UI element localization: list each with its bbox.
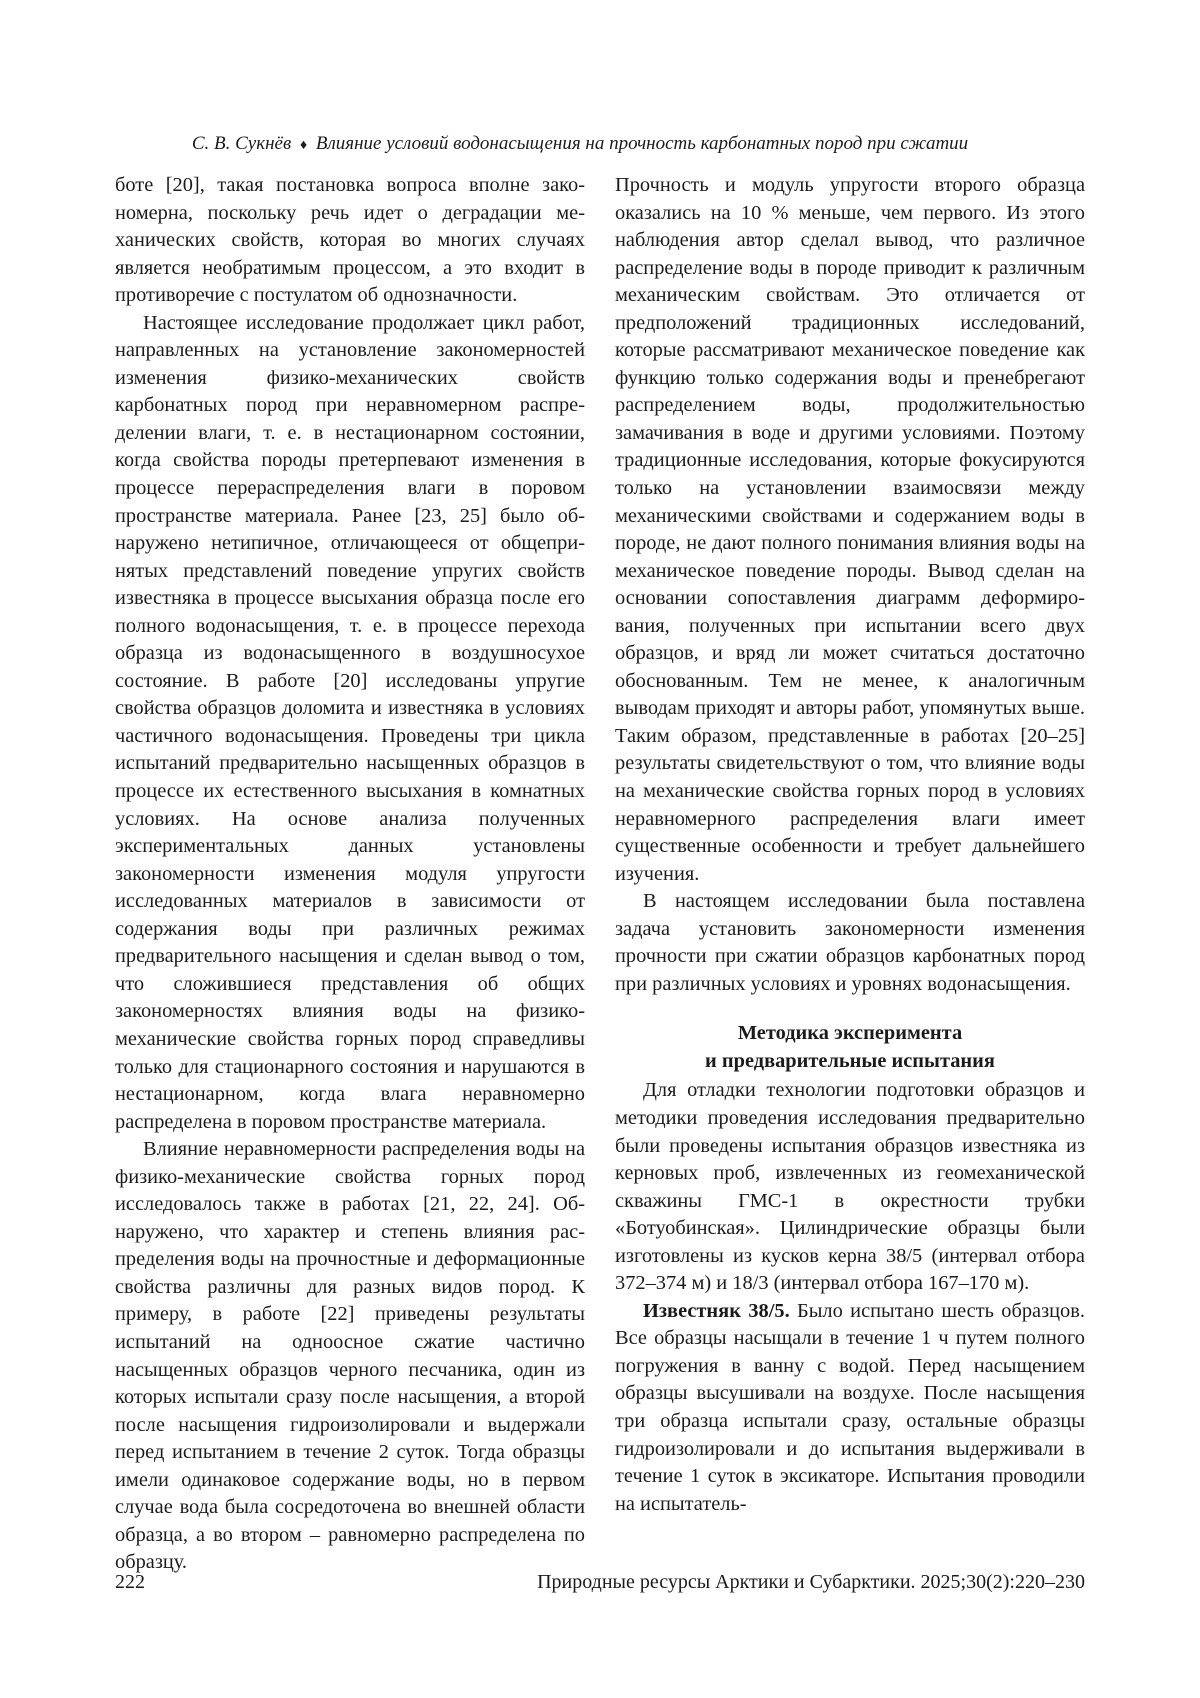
running-head (120, 131, 1040, 159)
header-title: Влияние условий водонасыщения на прочность карбонатных пород при сжатии (315, 133, 969, 154)
paragraph-lead: Известняк 38/5. (643, 1299, 790, 1322)
paragraph-body: Было испытано шесть образцов. Все образцы насыщали в течение 1 ч путем полного погружения в ванну с водой. Перед насыщением образцы высушивали на воздухе. После насыщения три образца испытали сразу, остальные образцы гидроизолировали и до испытания выдерживали в течение 1 суток в эксикаторе. Испытания проводили на испытатель- (615, 1299, 1085, 1515)
paragraph: Для отладки технологии подготовки образцов и методики проведения исследования предварительно были проведены испытания образцов известняка из керновых проб, извлеченных из геомеханической скважины ГМС-1 в окрестности трубки «Ботуобинская». Цилиндрические образцы были изготовлены из кусков керна 38/5 (интервал отбора 372–374 м) и 18/3 (интервал отбора 167–170 м). (615, 1079, 1085, 1295)
header-author: С. В. Сукнёв (191, 133, 292, 154)
paragraph (615, 1298, 1085, 1518)
page-number: 222 (115, 1571, 145, 1593)
paragraph: В настоящем исследовании была поставлена задача установить закономерности изменения прочности при сжатии образцов карбонатных пород при различных условиях и уровнях водонасыщения. (615, 890, 1085, 995)
section-heading-line: и предварительные испытания (705, 1049, 995, 1072)
section-heading-line: Методика эксперимента (737, 1022, 963, 1045)
paragraph-continuation: Прочность и модуль упругости второго образца оказались на 10 % меньше, чем первого. Из этого наблюдения автор сделал вывод, что различное распределение воды в породе приводит к различным механическим свойствам. Это отличается от предположений традиционных исследований, которые рассматривают механическое поведение как функцию только содержания воды и пренебрегают распределением воды, продолжительностью замачивания в воде и другими условиями. Поэтому традиционные исследования, которые фокусируются только на установлении взаимосвязи между механическими свойствами и содержанием воды в породе, не дают полного понимания влияния воды на механическое поведение породы. Вывод сделан на основании сопоставления диаграмм деформирования, полученных при испытании всего двух образцов, и вряд ли может считаться достаточно обоснованным. Тем не менее, к аналогичным выводам приходят и авторы работ, упомянутых выше. Таким образом, представленные в работах [20–25] результаты свидетельствуют о том, что влияние воды на механические свойства горных пород в условиях неравномерного распределения влаги имеет существенные особенности и требует дальнейшего изучения. (615, 174, 1085, 885)
left-column (115, 172, 585, 1577)
paragraph: Настоящее исследование продолжает цикл работ, направленных на установление закономерностей изменения физико-механических свойств карбонатных пород при неравномерном распределении влаги, т. е. в нестационарном состоянии, когда свойства породы претерпевают изменения в процессе перераспределения влаги в поровом пространстве материала. Ранее [23, 25] было обнаружено нетипичное, отличающееся от общепринятых представлений поведение упругих свойств известняка в процессе высыхания образца после его полного водонасыщения, т. е. в процессе перехода образца из водонасыщенного в воздушносухое состояние. В работе [20] исследованы упругие свойства образцов доломита и известняка в условиях частичного водонасыщения. Проведены три цикла испытаний предварительно насыщенных образцов в процессе их естественного высыхания в комнатных условиях. На основе анализа полученных экспериментальных данных установлены закономерности изменения модуля упругости исследованных материалов в зависимости от содержания воды при различных режимах предварительного насыщения и сделан вывод о том, что сложившиеся представления об общих закономерностях влияния воды на физико-механические свойства горных пород справедливы только для стационарного состояния и нарушаются в нестационарном, когда влага неравномерно распределена в поровом пространстве материала. (115, 311, 585, 1133)
right-column (615, 172, 1085, 1518)
journal-citation: Природные ресурсы Арктики и Субарктики. 2025;30(2):220–230 (537, 1571, 1085, 1593)
paragraph-continuation: боте [20], такая постановка вопроса вполне закономерна, поскольку речь идет о деградации механических свойств, которая во многих случаях является необратимым процессом, а это входит в противоречие с постулатом об однозначности. (115, 174, 585, 307)
section-heading (615, 1020, 1085, 1075)
header-separator-icon: ♦ (299, 138, 308, 153)
paragraph: Влияние неравномерности распределения воды на физико-механические свойства горных пород исследовалось также в работах [21, 22, 24]. Обнаружено, что характер и степень влияния распределения воды на прочностные и деформационные свойства различны для разных видов пород. К примеру, в работе [22] приведены результаты испытаний на одноосное сжатие частично насыщенных образцов черного песчаника, один из которых испытали сразу после насыщения, а второй после насыщения гидроизолировали и выдержали перед испытанием в течение 2 суток. Тогда образцы имели одинаковое содержание воды, но в первом случае вода была сосредоточена во внешней области образца, а во втором – равномерно распределена по образцу. (115, 1138, 585, 1574)
